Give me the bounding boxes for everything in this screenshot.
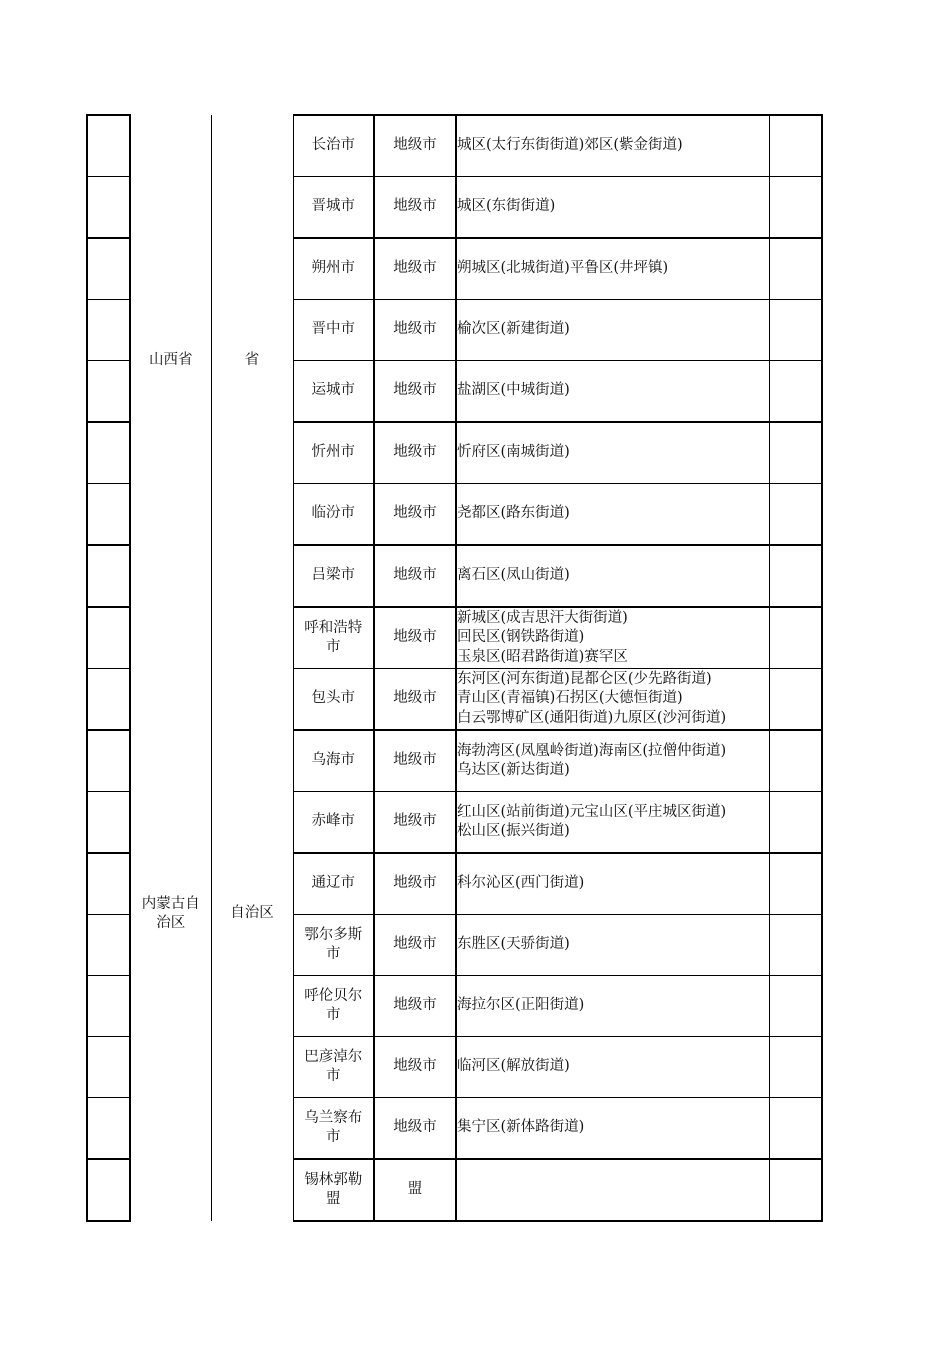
city-cell xyxy=(293,238,374,300)
seat-line: 离石区(凤山街道) xyxy=(457,567,570,584)
city-cell xyxy=(293,1098,374,1160)
city-type-cell xyxy=(374,361,456,423)
note-cell xyxy=(769,300,822,361)
seat-line: 科尔沁区(西门街道) xyxy=(457,875,585,892)
seat-line: 城区(太行东街街道)郊区(紫金街道) xyxy=(457,137,683,154)
city-type-cell xyxy=(374,730,456,792)
city-type: 地级市 xyxy=(393,629,437,646)
seat-cell xyxy=(456,915,769,976)
table-body xyxy=(87,115,822,1221)
index-cell xyxy=(87,1159,130,1221)
note-cell xyxy=(769,1037,822,1098)
note-cell xyxy=(769,607,822,669)
index-cell xyxy=(87,545,130,607)
city-type-cell xyxy=(374,792,456,854)
province-type: 省 xyxy=(244,352,260,369)
index-cell xyxy=(87,484,130,546)
seat-line: 东胜区(天骄街道) xyxy=(457,936,570,953)
province-cell xyxy=(130,115,211,607)
city-type: 地级市 xyxy=(393,997,437,1014)
city-type-cell xyxy=(374,976,456,1037)
seat-line: 盐湖区(中城街道) xyxy=(457,382,570,399)
index-cell xyxy=(87,853,130,915)
city-type-cell xyxy=(374,1037,456,1098)
table-row xyxy=(87,115,822,177)
city-type-cell xyxy=(374,422,456,484)
seat-line: 红山区(站前街道)元宝山区(平庄城区街道) xyxy=(457,803,727,820)
index-cell xyxy=(87,1037,130,1098)
seat-line: 白云鄂博矿区(通阳街道)九原区(沙河街道) xyxy=(457,709,727,726)
index-cell xyxy=(87,177,130,239)
seat-line: 忻府区(南城街道) xyxy=(457,444,570,461)
city-type-cell xyxy=(374,669,456,731)
index-cell xyxy=(87,976,130,1037)
city-cell xyxy=(293,915,374,976)
city-name: 乌海市 xyxy=(311,752,355,769)
seat-cell xyxy=(456,607,769,669)
province-name: 内蒙古自治区 xyxy=(141,895,200,931)
seat-cell xyxy=(456,976,769,1037)
city-type-cell xyxy=(374,300,456,361)
city-type: 盟 xyxy=(407,1181,423,1198)
index-cell xyxy=(87,238,130,300)
city-type: 地级市 xyxy=(393,875,437,892)
index-cell xyxy=(87,1098,130,1160)
city-type: 地级市 xyxy=(393,260,437,277)
city-type: 地级市 xyxy=(393,567,437,584)
seat-cell xyxy=(456,853,769,915)
seat-line: 城区(东街街道) xyxy=(457,198,556,215)
city-type-cell xyxy=(374,915,456,976)
index-cell xyxy=(87,607,130,669)
index-cell xyxy=(87,792,130,854)
city-name: 通辽市 xyxy=(311,875,355,892)
city-type: 地级市 xyxy=(393,137,437,154)
note-cell xyxy=(769,545,822,607)
city-type-cell xyxy=(374,115,456,177)
city-name: 鄂尔多斯市 xyxy=(304,926,363,962)
index-cell xyxy=(87,361,130,423)
index-cell xyxy=(87,300,130,361)
seat-line: 乌达区(新达街道) xyxy=(457,762,570,778)
seat-cell xyxy=(456,1159,769,1221)
city-name: 呼伦贝尔市 xyxy=(304,987,363,1023)
city-cell xyxy=(293,1159,374,1221)
city-type-cell xyxy=(374,545,456,607)
seat-cell xyxy=(456,1037,769,1098)
index-cell xyxy=(87,115,130,177)
city-name: 晋城市 xyxy=(311,198,355,215)
seat-line: 朔城区(北城街道)平鲁区(井坪镇) xyxy=(457,260,669,277)
seat-cell xyxy=(456,115,769,177)
city-type: 地级市 xyxy=(393,1119,437,1136)
city-cell xyxy=(293,545,374,607)
city-name: 包头市 xyxy=(311,690,355,707)
city-name: 赤峰市 xyxy=(311,813,355,830)
city-cell xyxy=(293,607,374,669)
note-cell xyxy=(769,730,822,792)
note-cell xyxy=(769,361,822,423)
city-cell xyxy=(293,1037,374,1098)
note-cell xyxy=(769,422,822,484)
province-type-cell xyxy=(211,115,293,607)
index-cell xyxy=(87,915,130,976)
city-type-cell xyxy=(374,853,456,915)
province-name: 山西省 xyxy=(149,352,193,369)
table-row xyxy=(87,607,822,669)
seat-cell xyxy=(456,484,769,546)
note-cell xyxy=(769,1159,822,1221)
city-name: 忻州市 xyxy=(311,444,355,461)
division-table xyxy=(86,114,823,1222)
seat-line: 集宁区(新体路街道) xyxy=(457,1119,585,1136)
city-cell xyxy=(293,422,374,484)
seat-line: 尧都区(路东街道) xyxy=(457,505,570,522)
seat-line: 新城区(成吉思汗大街街道) xyxy=(457,609,628,626)
city-cell xyxy=(293,976,374,1037)
seat-line: 海勃湾区(凤凰岭街道)海南区(拉僧仲街道) xyxy=(457,742,727,759)
index-cell xyxy=(87,422,130,484)
city-type-cell xyxy=(374,1159,456,1221)
city-cell xyxy=(293,484,374,546)
city-name: 巴彦淖尔市 xyxy=(304,1048,363,1084)
city-type-cell xyxy=(374,238,456,300)
city-name: 晋中市 xyxy=(311,321,355,338)
city-name: 锡林郭勒盟 xyxy=(304,1171,363,1207)
seat-line: 青山区(青福镇)石拐区(大德恒街道) xyxy=(457,690,683,707)
seat-cell xyxy=(456,669,769,731)
city-cell xyxy=(293,669,374,731)
seat-cell xyxy=(456,1098,769,1160)
seat-cell xyxy=(456,177,769,239)
city-cell xyxy=(293,361,374,423)
note-cell xyxy=(769,177,822,239)
seat-cell xyxy=(456,545,769,607)
seat-cell xyxy=(456,361,769,423)
seat-line: 榆次区(新建街道) xyxy=(457,321,570,338)
city-cell xyxy=(293,115,374,177)
province-cell xyxy=(130,607,211,1221)
seat-cell xyxy=(456,238,769,300)
note-cell xyxy=(769,238,822,300)
city-cell xyxy=(293,177,374,239)
city-type: 地级市 xyxy=(393,752,437,769)
city-type: 地级市 xyxy=(393,690,437,707)
city-cell xyxy=(293,792,374,854)
seat-line: 回民区(钢铁路街道) xyxy=(457,629,585,646)
seat-cell xyxy=(456,730,769,792)
city-type: 地级市 xyxy=(393,936,437,953)
city-type: 地级市 xyxy=(393,321,437,338)
seat-line: 东河区(河东街道)昆都仑区(少先路街道) xyxy=(457,670,712,687)
city-type-cell xyxy=(374,607,456,669)
city-name: 吕梁市 xyxy=(311,567,355,584)
seat-line: 松山区(振兴街道) xyxy=(457,823,570,839)
note-cell xyxy=(769,976,822,1037)
city-type: 地级市 xyxy=(393,444,437,461)
city-cell xyxy=(293,300,374,361)
note-cell xyxy=(769,792,822,854)
seat-cell xyxy=(456,422,769,484)
note-cell xyxy=(769,484,822,546)
seat-line: 临河区(解放街道) xyxy=(457,1058,570,1075)
city-cell xyxy=(293,730,374,792)
city-type: 地级市 xyxy=(393,813,437,830)
seat-line: 海拉尔区(正阳街道) xyxy=(457,997,585,1014)
city-type-cell xyxy=(374,484,456,546)
city-type: 地级市 xyxy=(393,198,437,215)
note-cell xyxy=(769,669,822,731)
note-cell xyxy=(769,853,822,915)
city-type: 地级市 xyxy=(393,1058,437,1075)
index-cell xyxy=(87,669,130,731)
seat-cell xyxy=(456,792,769,854)
city-name: 朔州市 xyxy=(311,260,355,277)
city-type-cell xyxy=(374,1098,456,1160)
note-cell xyxy=(769,1098,822,1160)
city-cell xyxy=(293,853,374,915)
seat-cell xyxy=(456,300,769,361)
city-name: 乌兰察布市 xyxy=(304,1109,363,1145)
seat-line: 玉泉区(昭君路街道)赛罕区 xyxy=(457,648,628,665)
city-name: 长治市 xyxy=(311,137,355,154)
city-name: 运城市 xyxy=(311,382,355,399)
province-type-cell xyxy=(211,607,293,1221)
city-name: 呼和浩特市 xyxy=(304,619,363,655)
city-type: 地级市 xyxy=(393,505,437,522)
city-name: 临汾市 xyxy=(311,505,355,522)
city-type-cell xyxy=(374,177,456,239)
note-cell xyxy=(769,115,822,177)
city-type: 地级市 xyxy=(393,382,437,399)
province-type: 自治区 xyxy=(230,905,274,922)
note-cell xyxy=(769,915,822,976)
index-cell xyxy=(87,730,130,792)
